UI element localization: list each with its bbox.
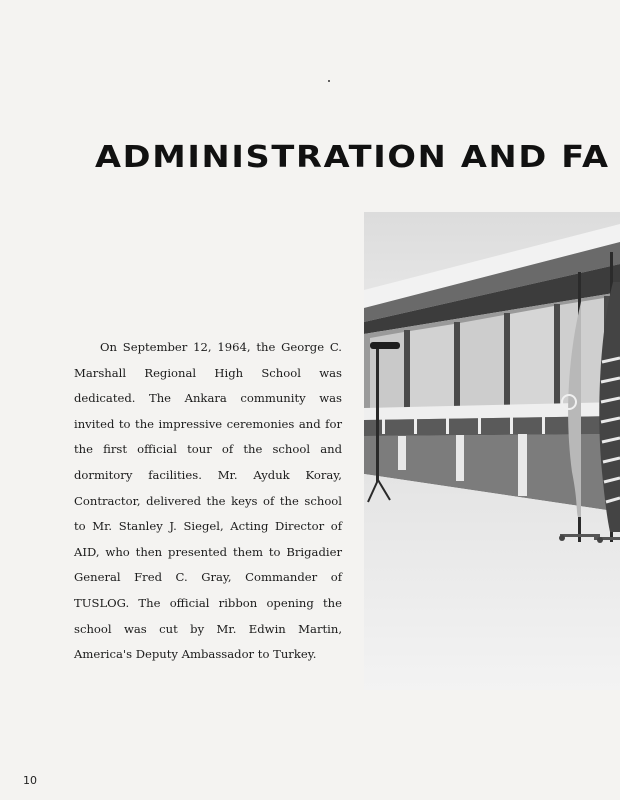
section-heading: ADMINISTRATION AND FA <box>95 140 610 175</box>
building-with-flags-illustration <box>364 212 620 690</box>
dedication-paragraph: On September 12, 1964, the George C. Marshall Regional High School was dedicated. The Ankara community was invited to the impressive ceremonies and for the first official tour of the school and dormitory facilities. Mr. Ayduk Koray, Contractor, delivered the keys of the school to Mr. Stanley J. Siegel, Acting Director of AID, who then presented them to Brigadier General Fred C. Gray, Commander of TUSLOG. The official ribbon opening the school was cut by Mr. Edwin Martin, America's Deputy Ambassador to Turkey. <box>74 340 342 662</box>
school-building-photo <box>364 212 620 690</box>
print-speck <box>328 80 330 82</box>
page-number: 10 <box>23 774 37 787</box>
